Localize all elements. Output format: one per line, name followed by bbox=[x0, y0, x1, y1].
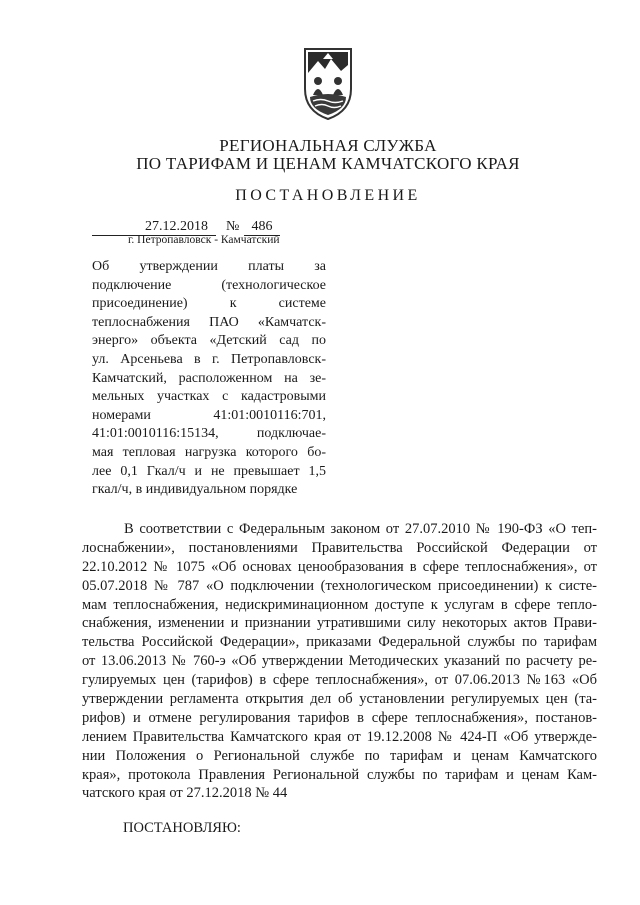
document-date: 27.12.2018 bbox=[92, 218, 216, 236]
subject-line: теплоснабжения ПАО «Камчатск- bbox=[92, 314, 326, 330]
body-line: снабжения, изменении и признании утратившими силу некоторых актов Прави- bbox=[82, 615, 597, 632]
subject-line: гкал/ч, в индивидуальном порядке bbox=[92, 482, 298, 498]
body-line: от 13.06.2013 № 760-э «Об утверждении Методических указаний по расчету ре- bbox=[82, 653, 597, 670]
body-line: утверждении регламента открытия дел об установлении регулируемых цен (та- bbox=[82, 691, 597, 708]
subject-line: 41:01:0010116:15134, подключае- bbox=[92, 426, 326, 442]
body-line: 22.10.2012 № 1075 «Об основах ценообразования в сфере теплоснабжения», от bbox=[82, 558, 597, 575]
document-number: 486 bbox=[244, 218, 280, 236]
subject-line: подключение (технологическое bbox=[92, 277, 326, 293]
subject-line: присоединение) к системе bbox=[92, 296, 326, 312]
preamble-paragraph bbox=[82, 520, 597, 803]
body-line: нии Положения о Региональной службе по тарифам и ценам Камчатского bbox=[82, 747, 597, 764]
document-city: г. Петропавловск - Камчатский bbox=[128, 234, 280, 246]
subject-line: номерами 41:01:0010116:701, bbox=[92, 407, 326, 423]
body-line: В соответствии с Федеральным законом от 27.07.2010 № 190-ФЗ «О теп- bbox=[124, 521, 597, 537]
subject-line: мельных участках с кадастровыми bbox=[92, 389, 326, 405]
body-line: лоснабжении», постановлениями Правительства Российской Федерации от bbox=[82, 539, 597, 556]
body-line: лением Правительства Камчатского края от 19.12.2008 № 424-П «Об утвержде- bbox=[82, 728, 597, 745]
kamchatka-coat-of-arms-icon bbox=[301, 45, 355, 121]
org-name-line1: РЕГИОНАЛЬНАЯ СЛУЖБА bbox=[219, 136, 437, 155]
body-line: края», протокола Правления Региональной службы по тарифам и ценам Кам- bbox=[82, 766, 597, 783]
body-line: тельства Российской Федерации», приказами Федеральной службы по тарифам bbox=[82, 634, 597, 651]
document-subject bbox=[92, 258, 326, 500]
org-name-line2: ПО ТАРИФАМ И ЦЕНАМ КАМЧАТСКОГО КРАЯ bbox=[136, 154, 520, 173]
subject-line: лее 0,1 Гкал/ч и не превышает 1,5 bbox=[92, 463, 326, 479]
number-label: № bbox=[226, 219, 240, 234]
body-line: чатского края от 27.12.2018 № 44 bbox=[82, 785, 288, 802]
subject-line: энерго» объекта «Детский сад по bbox=[92, 333, 326, 349]
subject-line: мая тепловая нагрузка которого бо- bbox=[92, 444, 326, 460]
subject-line: Об утверждении платы за bbox=[92, 259, 326, 274]
body-line: 05.07.2018 № 787 «О подключении (технологическом присоединении) к систе- bbox=[82, 577, 597, 594]
body-line: рифов) и отмене регулирования тарифов в сфере теплоснабжения», постанов- bbox=[82, 709, 597, 726]
resolve-heading: ПОСТАНОВЛЯЮ: bbox=[123, 820, 241, 836]
subject-line: Камчатский, расположенном на зе- bbox=[92, 370, 326, 386]
subject-line: ул. Арсеньева в г. Петропавловск- bbox=[92, 351, 326, 367]
body-line: мам теплоснабжения, недискриминационном доступе к услугам в сфере тепло- bbox=[82, 596, 597, 613]
body-line: гулируемых цен (тарифов) в сфере теплоснабжения», от 07.06.2013 №163 «Об bbox=[82, 672, 597, 689]
document-title: ПОСТАНОВЛЕНИЕ bbox=[235, 187, 421, 204]
